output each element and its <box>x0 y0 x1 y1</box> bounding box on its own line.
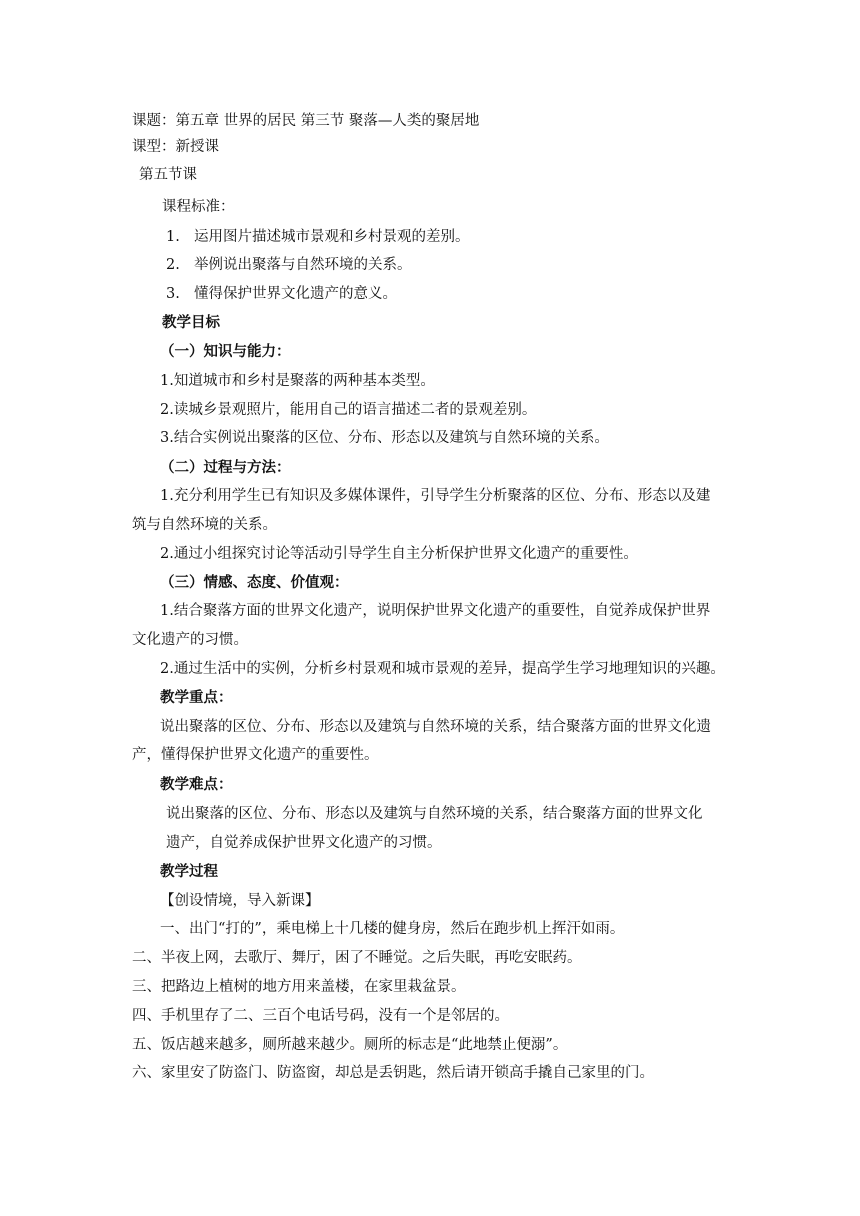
list-number: 1. <box>166 229 180 245</box>
process-method-item-cont: 筑与自然环境的关系。 <box>132 517 277 533</box>
scenario-line: 二、半夜上网，去歌厅、舞厅，困了不睡觉。之后失眠，再吃安眠药。 <box>132 950 582 966</box>
process-method-heading: （二）过程与方法： <box>160 459 291 476</box>
teaching-process-heading: 教学过程 <box>160 863 218 880</box>
key-points-heading: 教学重点： <box>160 689 233 706</box>
lesson-number: 第五节课 <box>139 167 197 183</box>
key-points-text: 说出聚落的区位、分布、形态以及建筑与自然环境的关系，结合聚落方面的世界文化遗 <box>160 719 711 735</box>
standards-heading: 课程标准： <box>162 199 235 215</box>
knowledge-item: 1.知道城市和乡村是聚落的两种基本类型。 <box>160 373 435 389</box>
list-item-text: 运用图片描述城市景观和乡村景观的差别。 <box>194 229 470 245</box>
list-item-text: 懂得保护世界文化遗产的意义。 <box>194 286 397 302</box>
list-item-text: 举例说出聚落与自然环境的关系。 <box>194 257 412 273</box>
list-number: 3. <box>166 286 180 302</box>
objectives-heading: 教学目标 <box>162 314 220 331</box>
standards-item <box>166 255 412 275</box>
list-number: 2. <box>166 257 180 273</box>
standards-item <box>166 227 470 247</box>
emotion-item: 1.结合聚落方面的世界文化遗产，说明保护世界文化遗产的重要性，自觉养成保护世界 <box>160 603 711 619</box>
scenario-line: 五、饭店越来越多，厕所越来越少。厕所的标志是“此地禁止便溺”。 <box>132 1037 568 1053</box>
emotion-heading: （三）情感、态度、价值观： <box>160 574 349 591</box>
teaching-process-subheading: 【创设情境，导入新课】 <box>160 893 320 909</box>
scenario-line: 六、家里安了防盗门、防盗窗，却总是丢钥匙，然后请开锁高手撬自己家里的门。 <box>132 1065 654 1081</box>
difficulties-text: 说出聚落的区位、分布、形态以及建筑与自然环境的关系，结合聚落方面的世界文化 <box>166 806 703 822</box>
scenario-line: 四、手机里存了二、三百个电话号码，没有一个是邻居的。 <box>132 1008 509 1024</box>
key-points-text-cont: 产，懂得保护世界文化遗产的重要性。 <box>132 747 379 763</box>
emotion-item-cont: 文化遗产的习惯。 <box>132 632 248 648</box>
process-method-item: 2.通过小组探究讨论等活动引导学生自主分析保护世界文化遗产的重要性。 <box>160 546 638 562</box>
scenario-line: 一、出门“打的”，乘电梯上十几楼的健身房，然后在跑步机上挥汗如雨。 <box>160 921 625 937</box>
standards-item <box>166 284 397 304</box>
lesson-type: 课型：新授课 <box>132 139 219 155</box>
knowledge-heading: （一）知识与能力： <box>160 343 291 360</box>
knowledge-item: 3.结合实例说出聚落的区位、分布、形态以及建筑与自然环境的关系。 <box>160 430 609 446</box>
scenario-line: 三、把路边上植树的地方用来盖楼，在家里栽盆景。 <box>132 979 466 995</box>
difficulties-text-cont: 遗产，自觉养成保护世界文化遗产的习惯。 <box>166 835 442 851</box>
lesson-title: 课题：第五章 世界的居民 第三节 聚落—人类的聚居地 <box>132 113 480 129</box>
process-method-item: 1.充分利用学生已有知识及多媒体课件，引导学生分析聚落的区位、分布、形态以及建 <box>160 488 711 504</box>
difficulties-heading: 教学难点： <box>160 776 233 793</box>
knowledge-item: 2.读城乡景观照片，能用自己的语言描述二者的景观差别。 <box>160 402 537 418</box>
emotion-item: 2.通过生活中的实例，分析乡村景观和城市景观的差异，提高学生学习地理知识的兴趣。 <box>160 661 725 677</box>
